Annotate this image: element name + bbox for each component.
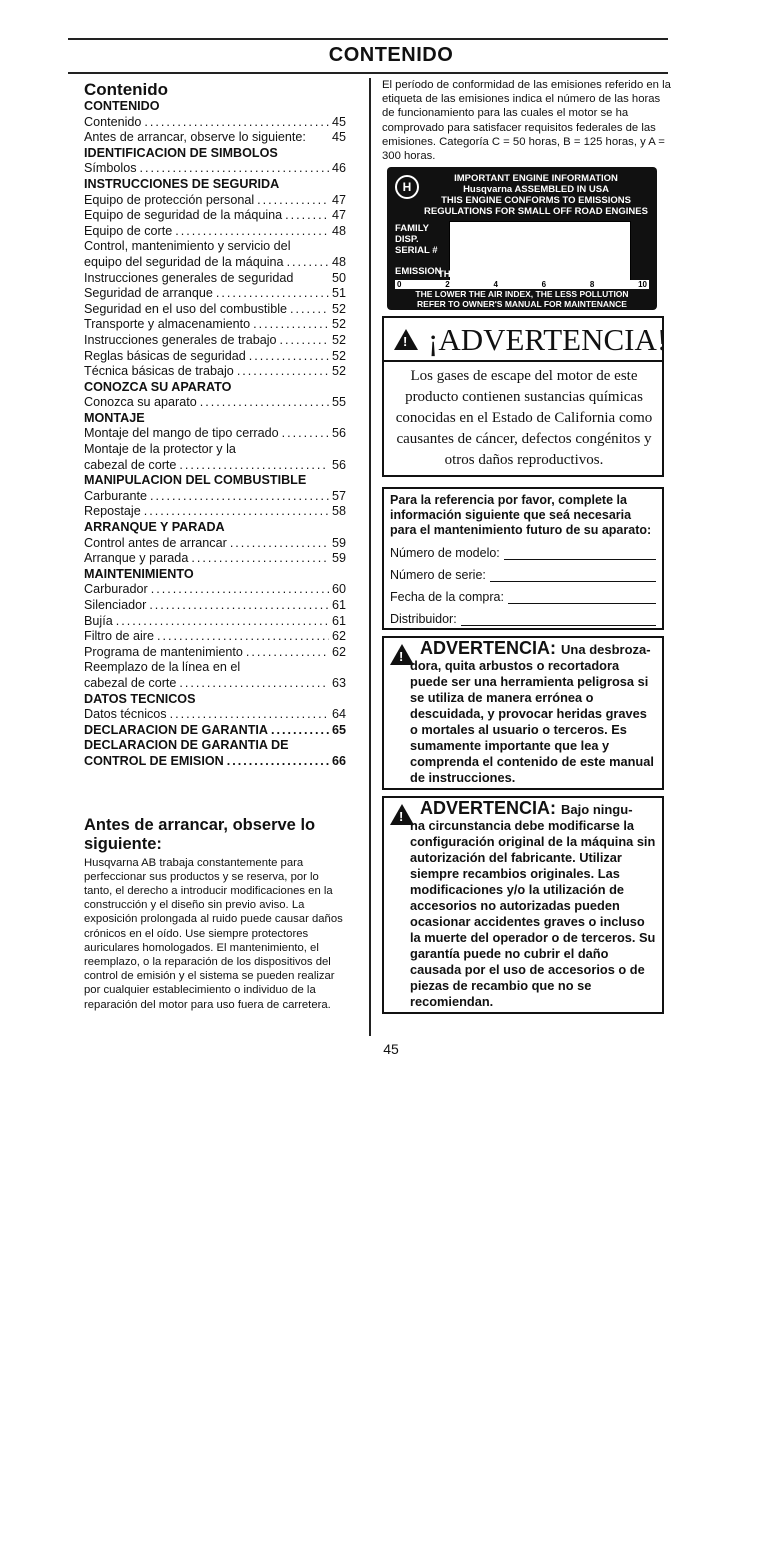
toc-entry: Programa de mantenimiento ..... 62 xyxy=(84,645,346,661)
owner-info-box xyxy=(382,487,664,630)
toc-entry: equipo del seguridad de la máquina ..... 48 xyxy=(84,255,346,271)
toc-entry: Datos técnicos ..... 64 xyxy=(84,707,346,723)
toc-entry: Montaje del mango de tipo cerrado ..... 56 xyxy=(84,426,346,442)
antes-title: Antes de arrancar, observe lo siguiente: xyxy=(84,815,316,853)
toc-entry: Bujía ..... 61 xyxy=(84,614,346,630)
right-column xyxy=(382,78,672,1014)
toc-entry: Antes de arrancar, observe lo siguiente: 45 xyxy=(84,130,346,145)
toc-heading: CONTENIDO xyxy=(84,99,160,113)
top-rule xyxy=(68,38,668,40)
purchase-date-field: Fecha de la compra: xyxy=(390,590,656,604)
engine-emissions-label xyxy=(387,167,657,319)
toc-entry: CONTROL DE EMISION ..... 66 xyxy=(84,754,346,770)
toc-entry: Carburante ..... 57 xyxy=(84,489,346,505)
label-header: IMPORTANT ENGINE INFORMATION Husqvarna ASSEMBLED IN USA THIS ENGINE CONFORMS TO EMISSIONS REGULATIONS FOR SMALL OFF ROAD ENGINES xyxy=(424,173,648,218)
toc-heading: INSTRUCCIONES DE SEGURIDA xyxy=(84,176,280,191)
toc-entry: Silenciador ..... 61 xyxy=(84,598,346,614)
toc-entry: Equipo de seguridad de la máquina ..... 47 xyxy=(84,208,346,224)
toc-entry: cabezal de corte ..... 63 xyxy=(84,676,346,692)
toc-entry: Carburador ..... 60 xyxy=(84,582,346,598)
toc-entry: Técnica básicas de trabajo ..... 52 xyxy=(84,364,346,380)
warning-modification: ! ADVERTENCIA: Bajo ningu- na circunstancia debe modificarse la configuración original de la máquina sin autorización del fabricante. Utilizar siempre recambios originales. Las modificaciones y/o la utilización de accesorios no autorizadas pueden ocasionar accidentes graves o incluso la muerte del operador o de terceros. Su garantía puede no cubrir el daño causada por el uso de accesorios o de piezas de recambio que no se recomiendan. xyxy=(382,796,664,1014)
toc-entry: Reglas básicas de seguridad ..... 52 xyxy=(84,349,346,365)
toc-entry: cabezal de corte ..... 56 xyxy=(84,458,346,474)
toc-entry: Símbolos ..... 46 xyxy=(84,161,346,177)
toc-entry: Transporte y almacenamiento ..... 52 xyxy=(84,317,346,333)
scale-tick: 2 xyxy=(445,280,450,290)
warning-triangle-icon: ! xyxy=(394,329,418,350)
toc-heading: DATOS TECNICOS xyxy=(84,691,196,706)
toc-entry: Filtro de aire ..... 62 xyxy=(84,629,346,645)
page-number: 45 xyxy=(383,1041,399,1057)
prop65-title: ¡ADVERTENCIA! xyxy=(428,322,668,358)
toc-heading: ARRANQUE Y PARADA xyxy=(84,520,225,535)
scale-tick: 4 xyxy=(493,280,498,290)
toc-entry: Arranque y parada ..... 59 xyxy=(84,551,346,567)
toc-heading: MANIPULACION DEL COMBUSTIBLE xyxy=(84,473,307,488)
table-of-contents xyxy=(84,99,346,770)
serial-number-field: Número de serie: xyxy=(390,568,656,582)
scale-tick: 8 xyxy=(589,280,595,290)
toc-heading: CONOZCA SU APARATO xyxy=(84,379,232,394)
toc-entry-line: Reemplazo de la línea en el xyxy=(84,660,241,675)
toc-entry-line: Montaje de la protector y la xyxy=(84,442,236,457)
owner-info-intro: Para la referencia por favor, complete la información siguiente que seá necesaria para el mantenimiento futuro de su aparato: xyxy=(390,493,652,538)
warning-triangle-icon: ! xyxy=(390,644,414,665)
air-index: THE AIR INDEX OF THIS ENGINE IS 3 xyxy=(437,269,607,281)
toc-heading: DECLARACION DE GARANTIA DE xyxy=(84,738,289,753)
warning-triangle-icon: ! xyxy=(390,804,414,825)
title-rule xyxy=(68,72,668,74)
label-fields: FAMILY DISP. SERIAL # EMISSION xyxy=(395,223,442,278)
toc-entry: Instrucciones generales de seguridad 50 xyxy=(84,270,346,285)
toc-entry-line: Control, mantenimiento y servicio del xyxy=(84,239,291,254)
toc-entry: Repostaje ..... 58 xyxy=(84,504,346,520)
distributor-field: Distribuidor: xyxy=(390,612,656,626)
toc-entry: Instrucciones generales de trabajo ..... 52 xyxy=(84,333,346,349)
prop65-warning xyxy=(382,316,668,477)
toc-entry: Control antes de arrancar ..... 59 xyxy=(84,536,346,552)
antes-body: Husqvarna AB trabaja constantemente para perfeccionar sus productos y se reserva, por lo tanto, el derecho a introducir modificaciones en la construcción y el diseño sin previo aviso. La exposición prolongada al ruido puede causar daños crónicos en el oído. Use siempre protectores auriculares homologados. El mantenimiento, el reemplazo, o la reparación de los dispositivos del control de emisión y el sistema se pueden realizar por cualquier establecimiento o individuo de la reparación del motor para uso fuera de carretera. xyxy=(84,856,343,1011)
toc-heading: MAINTENIMIENTO xyxy=(84,566,194,581)
warning-misuse: ! ADVERTENCIA: Una desbroza- dora, quita arbustos o recortadora puede ser una herramienta peligrosa si se utiliza de manera errónea o descuidada, y provocar heridas graves o mortales al usuario o terceros. Es sumamente importante que lea y comprenda el contenido de este manual de instrucciones. xyxy=(382,636,664,790)
toc-entry: Equipo de corte ..... 48 xyxy=(84,224,346,240)
toc-entry: Contenido ..... 45 xyxy=(84,115,346,131)
toc-heading: IDENTIFICACION DE SIMBOLOS xyxy=(84,145,278,160)
section-title: Contenido xyxy=(84,80,169,99)
scale-tick: 0 xyxy=(397,280,402,290)
toc-entry: Equipo de protección personal ..... 47 xyxy=(84,193,346,209)
page-title: CONTENIDO xyxy=(328,44,454,66)
husqvarna-logo-icon: H xyxy=(395,175,419,199)
toc-entry: DECLARACION DE GARANTIA ..... 65 xyxy=(84,723,346,739)
toc-heading: MONTAJE xyxy=(84,410,145,425)
emissions-intro: El período de conformidad de las emisiones referido en la etiqueta de las emisiones indica el número de las horas de funcionamiento para las cuales el motor se ha comprovado para satisfacer requisitos federales de las emisiones. Categoría C = 50 horas, B = 125 horas, y A = 300 horas. xyxy=(382,79,671,163)
label-footer: THE LOWER THE AIR INDEX, THE LESS POLLUTION REFER TO OWNER'S MANUAL FOR MAINTENANCE SPECIFICATIONS AND ADJUSTMENTS. xyxy=(415,289,629,319)
left-column xyxy=(84,80,346,1012)
model-number-field: Número de modelo: xyxy=(390,546,656,560)
scale-tick: 6 xyxy=(541,280,547,290)
toc-entry: Conozca su aparato ..... 55 xyxy=(84,395,346,411)
toc-entry: Seguridad de arranque ..... 51 xyxy=(84,286,346,302)
prop65-body: Los gases de escape del motor de este producto contienen sustancias químicas conocidas en el Estado de California como causantes de cáncer, defectos congénitos y otros daños reproductivos. xyxy=(395,368,653,469)
air-index-scale xyxy=(395,280,649,289)
column-divider xyxy=(369,78,371,1036)
scale-tick: 10 xyxy=(638,280,647,290)
toc-entry: Seguridad en el uso del combustible ..... 52 xyxy=(84,302,346,318)
